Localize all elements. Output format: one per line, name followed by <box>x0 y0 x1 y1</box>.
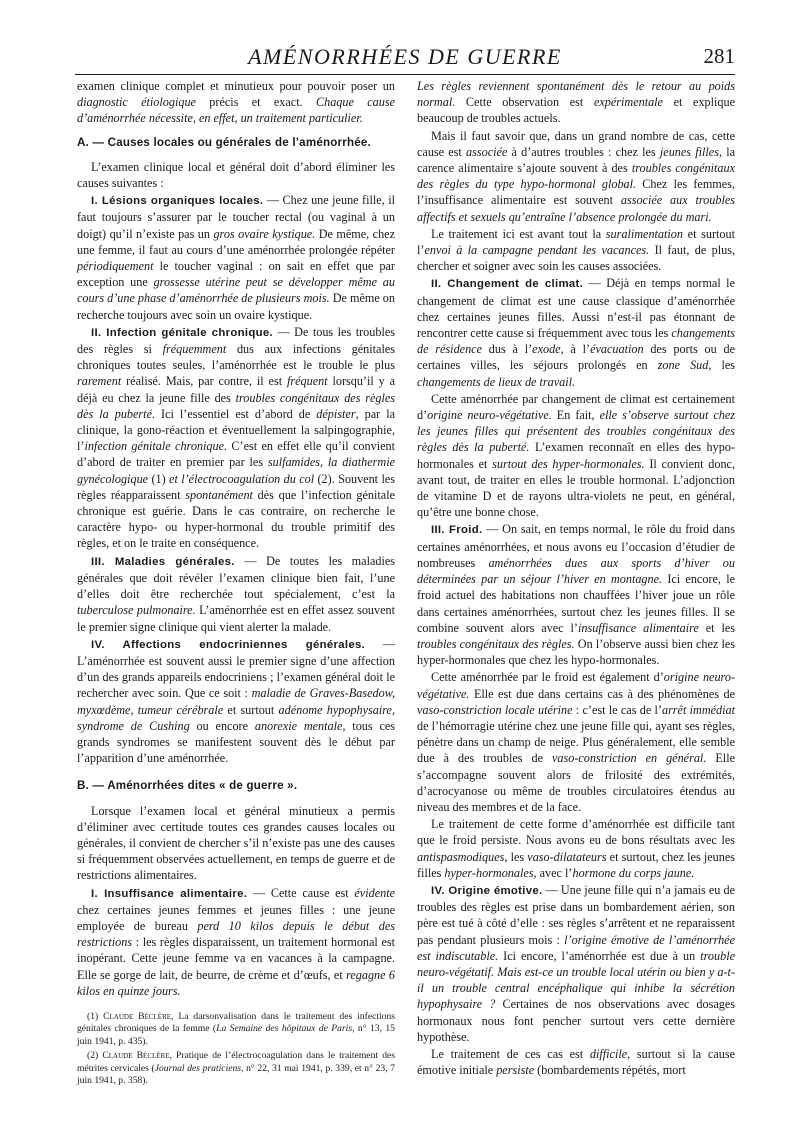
italic-run: grossesse utérine peut se développer même au cours d’une phase d’aménorrhée de plusieurs mois. <box>77 275 395 306</box>
italic-run: Mais est-ce un trouble local utérin ou bien y a-t-il un trouble central encéphalique qui inhibe la sécrétion hypophysaire ? <box>417 964 735 1012</box>
italic-run: changements de lieux de travail. <box>417 374 576 389</box>
text-run: (bombardements répétés, mort <box>534 1063 686 1078</box>
paragraph-changement <box>417 275 735 389</box>
text-run: Mais il faut savoir que, dans un grand nombre de cas, cette cause est <box>417 128 735 159</box>
paragraph <box>417 128 735 225</box>
left-column <box>77 78 395 1089</box>
paragraph <box>77 78 395 127</box>
italic-run: elle s’observe surtout chez les jeunes filles qui présentent des troubles congénitaux des règles dès la puberté. <box>417 408 736 455</box>
italic-run: maladie de Graves-Basedow, myxœdème, tumeur cérébrale <box>77 686 395 717</box>
italic-run: persiste <box>496 1063 535 1078</box>
italic-run: fréquent <box>286 374 328 389</box>
text-run: — De toutes les maladies générales que doit révéler l’examen clinique bien fait, l’une d’elles doit être recherchée tout spécialement, c’est la <box>77 553 396 602</box>
italic-run: surtout des hyper-hormonales. <box>492 456 645 471</box>
text-run: des ports ou de certaines villes, les séjours prolongés en <box>417 342 736 373</box>
text-run: Cette aménorrhée par changement de climat est certainement d’ <box>417 391 735 423</box>
text-run: Claude Béclère <box>102 1050 170 1062</box>
italic-run: trouble neuro-végétatif. <box>417 948 735 979</box>
subheading-run: IV. Affections endocriniennes générales. <box>91 638 366 651</box>
italic-run: zone Sud <box>657 358 709 373</box>
text-run: le toucher vaginal : on sait en effet que par exception une <box>77 259 395 290</box>
italic-run: hyper-hormonales <box>444 865 534 880</box>
text-run: , tous ces grands syndromes se manifestent souvent dès le début par l’apparition d’une aménorrhée. <box>77 718 395 766</box>
text-run: Elle est due dans certains cas à des phénomènes de <box>469 686 735 701</box>
italic-run: arrêt immédiat <box>661 702 735 717</box>
italic-run: Les règles reviennent spontanément dès le retour au poids normal. <box>417 79 735 110</box>
italic-run: La Semaine des hôpitaux de Paris <box>216 1023 353 1035</box>
text-run: , n° 13, 15 juin 1941, p. 435). <box>77 1023 395 1047</box>
text-run: — On sait, en temps normal, le rôle du froid dans certaines aménorrhées, et nous avons eu l’occasion d’étudier de nombreuses <box>417 522 735 570</box>
running-header <box>75 40 735 75</box>
italic-run: diagnostic étiologique <box>77 95 196 110</box>
text-run: Cette observation est <box>455 95 594 110</box>
paragraph <box>417 669 735 815</box>
text-run: , avec l’ <box>533 865 573 880</box>
text-run: et explique beaucoup de troubles actuels. <box>417 95 736 126</box>
italic-run: exode <box>532 342 561 357</box>
text-run: De même on recherche toujours avec soin un ovaire kystique. <box>77 291 395 322</box>
italic-run: vaso-constriction locale utérine <box>417 702 573 717</box>
text-run: Chez les femmes, l’insuffisance alimentaire est souvent <box>417 177 735 208</box>
text-run: et surtout, chez les jeunes filles <box>417 849 735 880</box>
italic-run: anorexie mentale <box>254 718 343 733</box>
text-run: — Déjà en temps normal le changement de climat est une cause classique d’aménorrhée chez certaines jeunes filles. Aussi n’est-il pas étonnant de rencontrer cette cause si fréquemment avec tous les <box>417 276 735 341</box>
text-run: Le traitement ici est avant tout la <box>431 226 606 241</box>
italic-run: vaso-dilatateurs <box>527 849 607 864</box>
italic-run: l’origine émotive de l’aménorrhée est indiscutable. <box>417 932 736 963</box>
paragraph <box>77 803 395 884</box>
paragraph-insuffisance <box>77 885 395 999</box>
subheading-run: I. Lésions organiques locales. <box>91 195 264 208</box>
italic-run: spontanément <box>185 487 253 502</box>
section-heading-b: B. — Aménorrhées dites « de guerre ». <box>77 779 298 793</box>
text-run: , à l’ <box>560 342 591 357</box>
text-run: C’est en effet elle qu’il convient d’abord de traiter en premier par les <box>77 439 395 470</box>
italic-run: vaso-constriction en général. <box>551 751 707 766</box>
italic-run: rarement <box>77 374 122 389</box>
paragraph <box>417 816 735 881</box>
italic-run: fréquemment <box>162 342 227 357</box>
text-run: — De tous les troubles des règles si <box>77 324 395 357</box>
italic-run: et l’électrocoagulation du col <box>169 471 315 486</box>
text-run: Elle s’accompagne souvent alors de frilosité des extrémités, d’acrocyanose ou même de troubles circulatoires étendus au niveau des membres et de la face. <box>417 751 735 814</box>
text-run: lorsqu’il y a déjà eu chez la jeune fille des <box>77 374 396 405</box>
subheading-run: III. Maladies générales. <box>91 555 235 568</box>
italic-run: associée <box>466 144 508 159</box>
text-run: précis et exact. <box>195 95 316 110</box>
italic-run: envoi à la campagne pendant les vacances. <box>424 243 650 258</box>
text-run: Ici encore, le froid actuel des habitations non chauffées l’hiver joue un rôle dans certaines aménorrhées, surtout chez les jeunes filles. Il se combine souvent alors avec l’ <box>417 572 735 635</box>
text-run: et surtout l’ <box>417 226 735 258</box>
text-run: , La darsonvalisation dans le traitement des infections génitales chroniques de la femme ( <box>77 1010 395 1035</box>
subheading-run: III. Froid. <box>431 524 483 537</box>
italic-run: troubles congénitaux des règles du type hypo-hormonal global. <box>417 161 735 192</box>
text-run: ou encore <box>189 718 255 733</box>
text-run: — Une jeune fille qui n’a jamais eu de troubles des règles est prise dans un bombardement aérien, son père est tué à côté d’elle : ses règles s’arrêtent et ne reparaissent pas pendant plusieurs mois : <box>417 882 736 947</box>
paragraph <box>417 226 735 275</box>
paragraph-maladies <box>77 553 395 635</box>
italic-run: tuberculose pulmonaire. <box>77 603 196 618</box>
subheading-run: IV. Origine émotive. <box>431 884 543 897</box>
text-run: L’examen clinique local et général doit d’abord éliminer les causes suivantes : <box>77 159 395 191</box>
text-run: , n° 22, 31 mai 1941, p. 339, et n° 23, 7 juin 1941, p. 358). <box>77 1062 395 1086</box>
text-run: L’examen reconnaît en elles des hypo-hormonales et <box>417 440 735 471</box>
text-run: Ici encore, l’aménorrhée est due à un <box>498 948 701 963</box>
text-run: Lorsque l’examen local et général minutieux a permis d’éliminer avec certitude toutes ces grandes causes locales ou générales, il convient de chercher s’il n’existe pas une des causes si fréquemment observées actuellement, en temps de guerre et de restrictions alimentaires. <box>77 803 395 883</box>
text-run: (1) <box>87 1010 104 1022</box>
text-run: Certaines de nos observations avec dosages hormonaux nous font pencher surtout vers cette dernière hypothèse. <box>417 997 735 1044</box>
italic-run: évidente <box>354 885 395 900</box>
subheading-run: I. Insuffisance alimentaire. <box>91 887 248 900</box>
paragraph-origine <box>417 882 735 1045</box>
text-run: De même, chez une femme, il faut au cours d’une aménorrhée prolongée répéter <box>77 226 396 257</box>
italic-run: regagne 6 kilos en quinze jours. <box>77 967 396 998</box>
text-run: et surtout <box>223 702 279 717</box>
text-run: , par la clinique, la gono-réaction et éventuellement la salpingographie, l’ <box>77 406 395 454</box>
paragraph <box>417 1046 735 1078</box>
text-run: dus à l’ <box>482 342 533 357</box>
text-run: : les règles disparaissent, un traitement hormonal est inopérant. Cette jeune femme va en vacances à la campagne. Elle se gorge de lait, de beurre, de crème et d’œufs, et <box>77 935 395 982</box>
italic-run: insuffisance alimentaire <box>577 620 699 635</box>
paragraph-froid <box>417 521 735 668</box>
italic-run: gros ovaire kystique. <box>213 226 316 241</box>
paragraph-infection <box>77 324 395 552</box>
italic-run: Chaque cause d’aménorrhée nécessite, en effet, un traitement particulier. <box>77 95 395 126</box>
italic-run: origine neuro-végétative. <box>427 408 552 423</box>
paragraph <box>417 78 735 127</box>
text-run: (2). Souvent les règles réapparaissent <box>77 471 395 502</box>
text-run: (2) <box>87 1050 103 1062</box>
paragraph-affections <box>77 636 395 767</box>
italic-run: troubles congénitaux des règles dès la puberté. <box>77 390 395 421</box>
italic-run: sulfamides, la diathermie gynécologique <box>77 455 395 486</box>
italic-run: changements de résidence <box>417 326 735 357</box>
subheading-run: II. Infection génitale chronique. <box>91 326 273 339</box>
italic-run: aménorrhées dues aux sports d’hiver ou déterminées par un séjour l’hiver en montagne. <box>417 555 735 587</box>
text-run: , les <box>708 358 735 373</box>
text-run: et les <box>698 620 735 635</box>
italic-run: antispasmodiques <box>417 849 505 864</box>
text-run: , surtout si la cause émotive initiale <box>417 1046 735 1078</box>
italic-run: perd 10 kilos depuis le début des restrictions <box>77 918 396 950</box>
text-run: dès que l’infection génitale chronique est guérie. Dans le cas contraire, on recherche le caractère hypo- ou hyper-hormonal du trouble primitif des règles, et on le traite en conséquence. <box>77 487 395 551</box>
text-run: chez certaines jeunes femmes et jeunes filles : une jeune employée de bureau <box>77 902 395 933</box>
text-run: à d’autres troubles : chez les <box>507 144 660 159</box>
text-run: examen clinique complet et minutieux pour pouvoir poser un <box>77 79 395 93</box>
footnotes <box>77 1011 395 1087</box>
text-run: réalisé. Mais, par contre, il est <box>121 374 287 389</box>
text-run: Le traitement de ces cas est <box>431 1046 590 1061</box>
italic-run: associée aux troubles affectifs et sexuels qu’entraîne l’absence prolongée du mari. <box>417 193 736 224</box>
text-run: de l’hémorragie utérine chez une jeune fille qui, ayant ses règles, pénètre dans un champ de neige. Plus généralement, elle semble due à des troubles de <box>417 718 735 766</box>
footnote-1 <box>77 1011 395 1048</box>
text-run: , la carence alimentaire s’ajoute souvent à des <box>417 144 735 176</box>
text-run: On l’observe aussi bien chez les hyper-hormonales que chez les hypo-hormonales. <box>417 636 735 668</box>
text-run: (1) <box>148 471 170 486</box>
text-run: Il faut, de plus, chercher et soigner avec soin les causes associées. <box>417 243 735 274</box>
italic-run: évacuation <box>590 342 644 357</box>
footnote-2 <box>77 1050 395 1087</box>
text-run: Cette aménorrhée par le froid est également d’ <box>431 670 664 685</box>
italic-run: troubles congénitaux des règles. <box>417 636 575 651</box>
italic-run: infection génitale chronique. <box>84 439 228 454</box>
text-run: : c’est le cas de l’ <box>572 702 662 717</box>
paragraph-lesions <box>77 192 395 323</box>
text-run: Ici l’essentiel est d’abord de <box>155 406 317 421</box>
running-title: AMÉNORRHÉES DE GUERRE <box>248 44 562 69</box>
text-run: — Chez une jeune fille, il faut toujours s’assurer par le toucher rectal (ou vaginal à un doigt) qu’il n’existe pas un <box>77 193 395 241</box>
text-run: — Cette cause est <box>247 885 355 900</box>
page-number: 281 <box>703 44 735 68</box>
italic-run: adénome hypophysaire, syndrome de Cushing <box>77 702 395 733</box>
text-run: Il convient donc, avant tout, de traiter en elles le trouble hormonal. L’adjonction de vitamine D et de rayons ultra-violets ne peut, en général, qu’être une bonne chose. <box>417 456 735 520</box>
text-run: Le traitement de cette forme d’aménorrhée est difficile tant que le froid persiste. Nous avons eu de bons résultats avec les <box>417 817 735 848</box>
section-heading-a: A. — Causes locales ou générales de l’aménorrhée. <box>77 135 371 149</box>
italic-run: suralimentation <box>605 226 683 241</box>
italic-run: Journal des praticiens <box>154 1062 242 1074</box>
paragraph <box>417 391 735 521</box>
italic-run: hormone du corps jaune. <box>572 865 695 880</box>
italic-run: difficile <box>589 1046 628 1061</box>
italic-run: expérimentale <box>593 95 663 110</box>
paragraph <box>77 159 395 191</box>
italic-run: périodiquement <box>77 259 154 274</box>
text-run: En fait, <box>551 408 600 423</box>
text-run: — L’aménorrhée est souvent aussi le premier signe d’une affection d’un des grands appareils endocriniens ; l’examen général doit le rechercher avec soin. Que ce soit : <box>77 636 396 701</box>
text-run: Claude Béclère <box>103 1010 172 1022</box>
italic-run: dépister <box>316 406 356 421</box>
italic-run: origine neuro-végétative. <box>417 670 735 701</box>
italic-run: jeunes filles <box>659 144 719 159</box>
subheading-run: II. Changement de climat. <box>431 278 584 291</box>
text-run: dus aux infections génitales chroniques toutes seules, l’aménorrhée est le trouble le plus <box>77 342 395 373</box>
right-column <box>417 78 735 1079</box>
text-run: , Pratique de l’électrocoagulation dans le traitement des métrites cervicales ( <box>77 1050 395 1074</box>
text-run: , les <box>504 849 528 864</box>
text-run: L’aménorrhée est en effet assez souvent le premier signe clinique qui vient alerter la malade. <box>77 603 396 634</box>
